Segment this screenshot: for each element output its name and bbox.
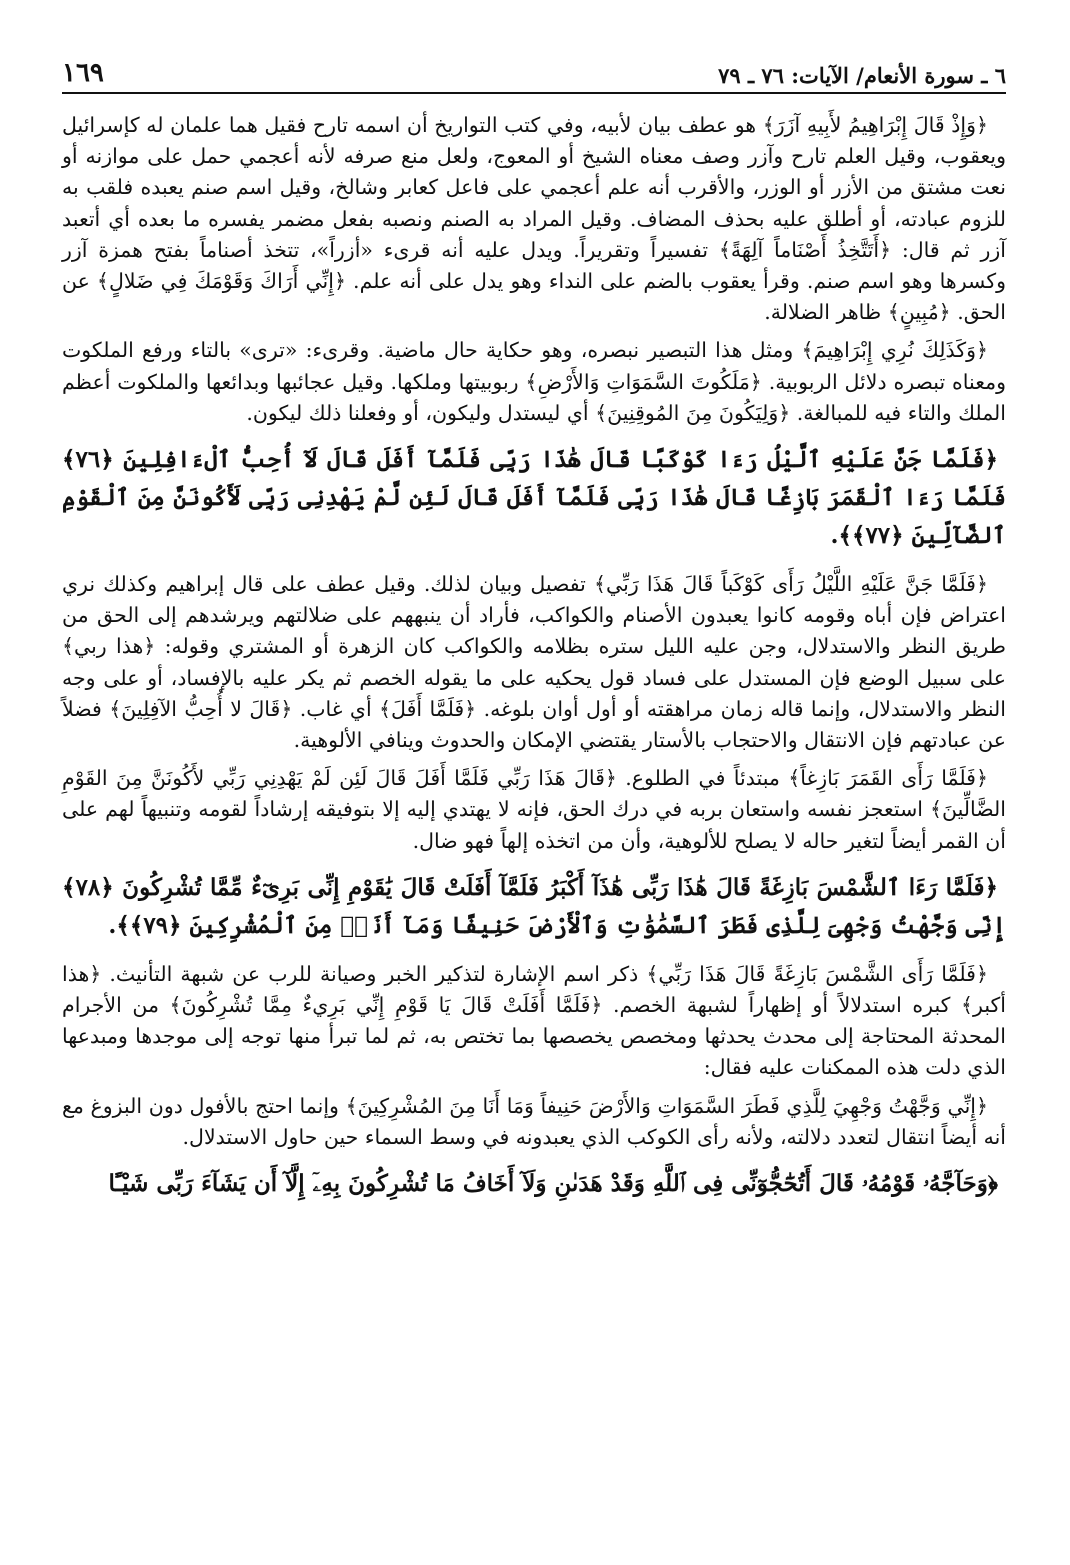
page-number: ١٦٩ [62, 58, 104, 88]
commentary-paragraph: ﴿إِنِّي وَجَّهْتُ وَجْهِيَ لِلَّذِي فَطَرَ السَّمَوَاتِ وَالأَرْضَ حَنِيفاً وَمَا أَنَا مِنَ المُشْرِكِينَ﴾ وإنما احتج بالأفول دون البزوغ مع أنه أيضاً انتقال لتعدد دلالته، ولأنه رأى الكوكب الذي يعبدونه في وسط السماء حين حاول الاستدلال. [62, 1093, 1006, 1149]
quran-verse-block: ﴿فَلَمَّا جَنَّ عَلَيْهِ ٱلَّيْلُ رَءَا كَوْكَبًا قَالَ هَٰذَا رَبِّى فَلَمَّآ أَفَلَ قَالَ لَآ أُحِبُّ ٱلْءَافِلِينَ ﴿٧٦﴾ فَلَمَّا رَءَا ٱلْقَمَرَ بَازِغًا قَالَ هَٰذَا رَبِّى فَلَمَّآ أَفَلَ قَالَ لَئِن لَّمْ يَهْدِنِى رَبِّى لَأَكُونَنَّ مِنَ ٱلْقَوْمِ ٱلضَّآلِّينَ ﴿٧٧﴾﴾. [62, 446, 1006, 550]
book-page [62, 52, 1006, 1542]
commentary-paragraph: ﴿فَلَمَّا رَأَى الشَّمْسَ بَازِغَةً قَالَ هَذَا رَبِّي﴾ ذكر اسم الإشارة لتذكير الخبر وصيانة للرب عن شبهة التأنيث. ﴿هذا أكبر﴾ كبره استدلالاً أو إظهاراً لشبهة الخصم. ﴿فَلَمَّا أَفَلَتْ قَالَ يَا قَوْمِ إِنِّي بَرِيءٌ مِمَّا تُشْرِكُونَ﴾ من الأجرام المحدثة المحتاجة إلى محدث يحدثها ومخصص يخصصها بما تختص به، ثم لما تبرأ منها توجه إلى موجدها ومبدعها الذي دلت هذه الممكنات عليه فقال: [62, 961, 1006, 1080]
commentary-paragraph: ﴿وَكَذَلِكَ نُرِي إِبْرَاهِيمَ﴾ ومثل هذا التبصير نبصره، وهو حكاية حال ماضية. وقرىء: «ترى» بالتاء ورفع الملكوت ومعناه تبصره دلائل الربوبية. ﴿مَلَكُوتَ السَّمَوَاتِ وَالأَرْضِ﴾ ربوبيتها وملكها. وقيل عجائبها وبدائعها والملكوت أعظم الملك والتاء فيه للمبالغة. ﴿وَلِيَكُونَ مِنَ المُوقِنِينَ﴾ أي ليستدل وليكون، أو وفعلنا ذلك ليكون. [62, 338, 1006, 425]
page-body [62, 110, 1006, 1203]
page-header [62, 52, 1006, 94]
commentary-paragraph: ﴿وَإِذْ قَالَ إِبْرَاهِيمُ لأَبِيهِ آزَرَ﴾ هو عطف بيان لأبيه، وفي كتب التواريخ أن اسمه تارح فقيل هما علمان له كإسرائيل ويعقوب، وقيل العلم تارح وآزر وصف معناه الشيخ أو المعوج، ولعل منع صرفه لأنه أعجمي حمل على موازنه أو نعت مشتق من الأزر أو الوزر، والأقرب أنه علم أعجمي على فاعل كعابر وشالخ، وقيل اسم صنم يعبده فلقب به للزوم عبادته، أو أطلق عليه بحذف المضاف. وقيل المراد به الصنم ونصبه بفعل مضمر يفسره ما بعده أي أتعبد آزر ثم قال: ﴿أَتَتَّخِذُ أَصْنَاماً آلِهَةً﴾ تفسيراً وتقريراً. ويدل عليه أنه قرىء «أزراً»، تتخذ أصناماً بفتح همزة آزر وكسرها وهو اسم صنم. وقرأ يعقوب بالضم على النداء وهو يدل على أنه علم. ﴿إِنِّي أَرَاكَ وَقَوْمَكَ فِي ضَلالٍ﴾ عن الحق. ﴿مُبِينٍ﴾ ظاهر الضلالة. [62, 113, 1006, 325]
commentary-paragraph: ﴿فَلَمَّا جَنَّ عَلَيْهِ اللَّيْلُ رَأَى كَوْكَباً قَالَ هَذَا رَبِّي﴾ تفصيل وبيان لذلك. وقيل عطف على قال إبراهيم وكذلك نري اعتراض فإن أباه وقومه كانوا يعبدون الأصنام والكواكب، فأراد أن ينبههم على ضلالتهم ويرشدهم إلى الحق من طريق النظر والاستدلال، وجن عليه الليل ستره بظلامه والكواكب كان الزهرة أو المشتري وقوله: ﴿هذا ربي﴾ على سبيل الوضع فإن المستدل على فساد قول يحكيه على ما يقوله الخصم ثم يكر عليه بالإفساد، أو على وجه النظر والاستدلال، وإنما قاله زمان مراهقته أو أول أوان بلوغه. ﴿فَلَمَّا أَفَلَ﴾ أي غاب. ﴿قَالَ لا أُحِبُّ الآفِلِينَ﴾ فضلاً عن عبادتهم فإن الانتقال والاحتجاب بالأستار يقتضي الإمكان والحدوث وينافي الألوهية. [62, 572, 1006, 753]
quran-verse-block: ﴿وَحَآجَّهُۥ قَوْمُهُۥ قَالَ أَتُحَٰٓجُّوٓنِّى فِى ٱللَّهِ وَقَدْ هَدَىٰنِ وَلَآ أَخَافُ مَا تُشْرِكُونَ بِهِۦٓ إِلَّآ أَن يَشَآءَ رَبِّى شَيْـًٔا [108, 1170, 998, 1198]
surah-heading: ٦ ـ سورة الأنعام/ الآيات: ٧٦ ـ ٧٩ [718, 63, 1006, 88]
commentary-paragraph: ﴿فَلَمَّا رَأَى القَمَرَ بَازِغاً﴾ مبتدئاً في الطلوع. ﴿قَالَ هَذَا رَبِّي فَلَمَّا أَفَلَ قَالَ لَئِن لَمْ يَهْدِنِي رَبِّي لأَكُونَنَّ مِنَ القَوْمِ الضَّالِّينَ﴾ استعجز نفسه واستعان بربه في درك الحق، فإنه لا يهتدي إليه إلا بتوفيقه إرشاداً لقومه وتنبيهاً لهم على أن القمر أيضاً لتغير حاله لا يصلح للألوهية، وأن من اتخذه إلهاً فهو ضال. [62, 766, 1006, 853]
quran-verse-block: ﴿فَلَمَّا رَءَا ٱلشَّمْسَ بَازِغَةً قَالَ هَٰذَا رَبِّى هَٰذَآ أَكْبَرُ فَلَمَّآ أَفَلَتْ قَالَ يَٰقَوْمِ إِنِّى بَرِىٓءٌ مِّمَّا تُشْرِكُونَ ﴿٧٨﴾ إِنِّى وَجَّهْتُ وَجْهِىَ لِلَّذِى فَطَرَ ٱلسَّمَٰوَٰتِ وَٱلْأَرْضَ حَنِيفًا وَمَآ أَنَا۠ مِنَ ٱلْمُشْرِكِينَ ﴿٧٩﴾﴾. [62, 873, 1006, 939]
